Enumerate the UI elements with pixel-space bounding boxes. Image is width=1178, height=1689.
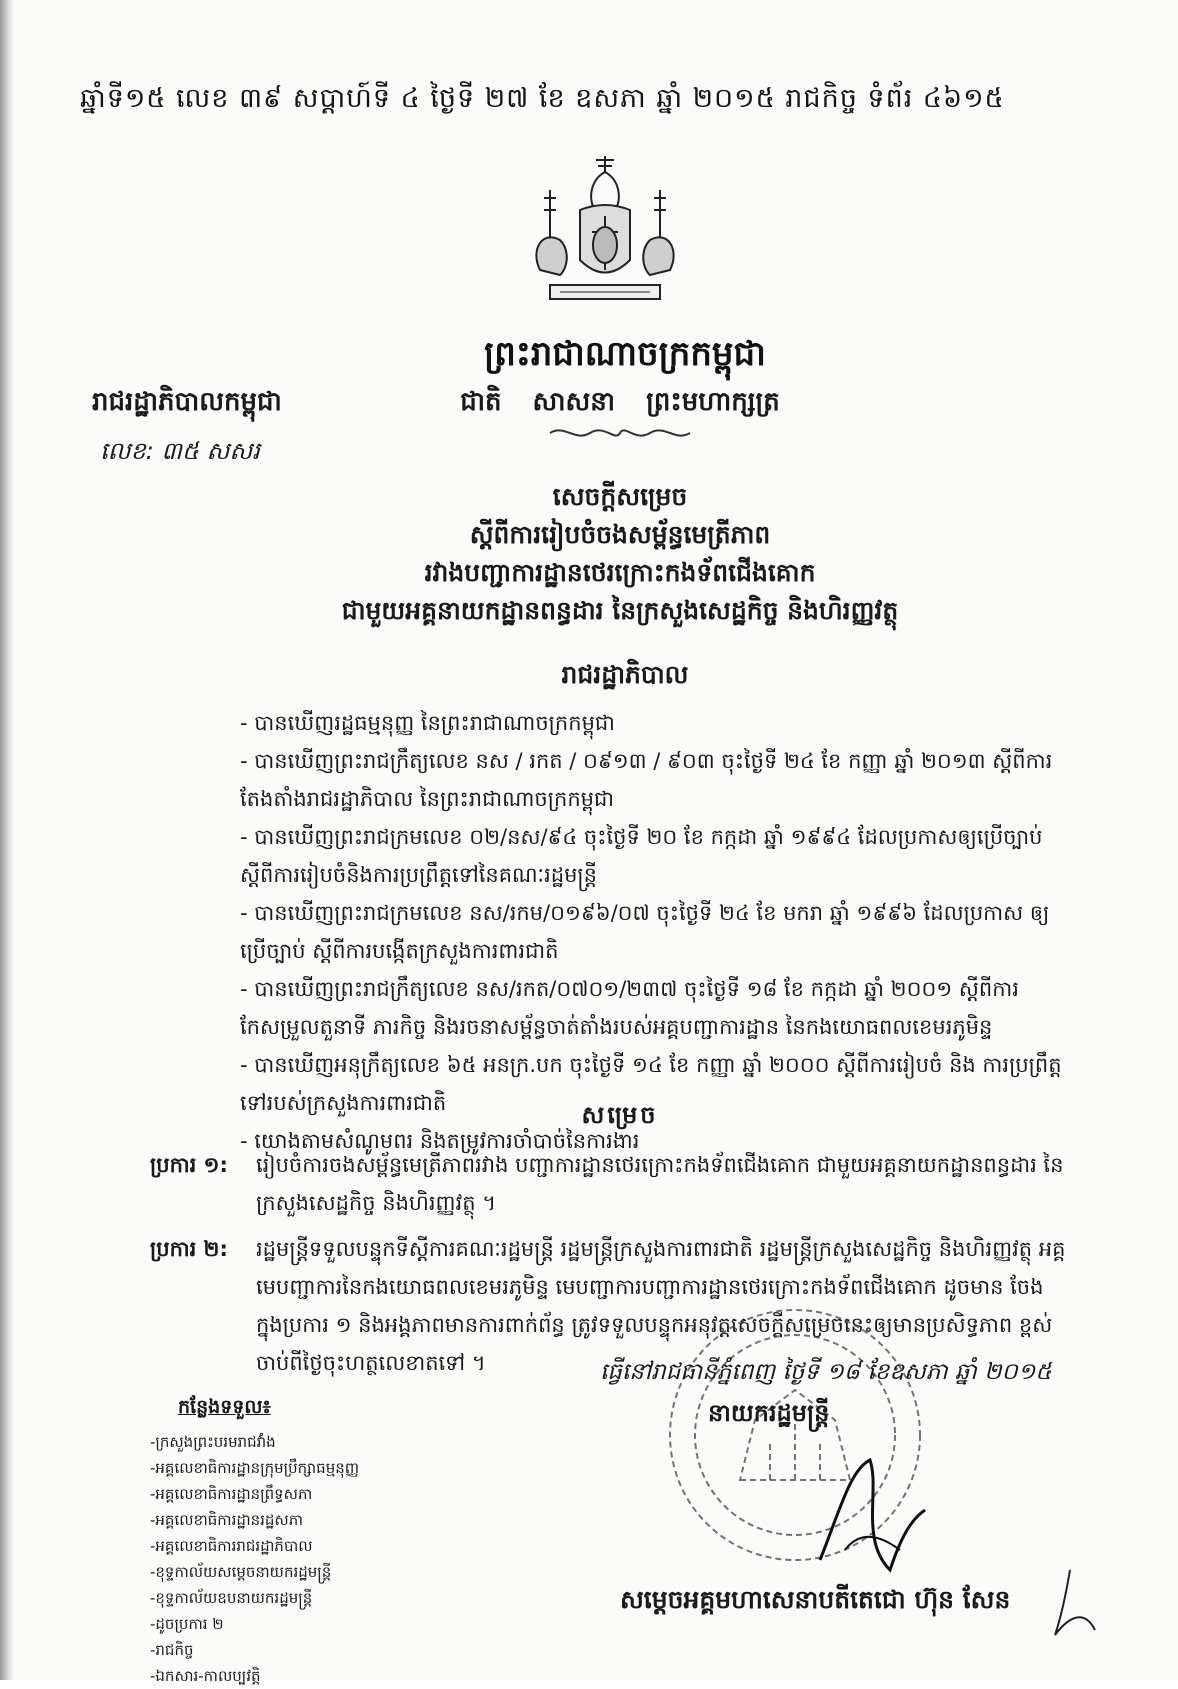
kingdom-title: ព្រះរាជាណាចក្រកម្ពុជា: [484, 334, 766, 374]
articles-list: [150, 1146, 1070, 1390]
consideration-item: - បានឃើញអនុក្រឹត្យលេខ ៦៥ អនក្រ.បក ចុះថ្ងៃទី ១៤ ខែ កញ្ញា ឆ្នាំ ២០០០ ស្តីពីការរៀបចំ និង ការប្រព្រឹត្តទៅរបស់ក្រសួងការពារជាតិ: [240, 1053, 1062, 1115]
recipient-item: -រាជកិច្ច: [150, 1641, 194, 1659]
decide-heading: សម្រេច: [581, 1101, 659, 1129]
initial-mark-icon: [1040, 1560, 1120, 1640]
recipient-item: -អគ្គលេខាធិការដ្ឋានព្រឹទ្ធសភា: [150, 1485, 313, 1503]
recipient-item: -ឯកសារ-កាលប្បវត្តិ: [150, 1667, 261, 1685]
recipient-item: -អគ្គលេខាធិការរាជរដ្ឋាភិបាល: [150, 1537, 313, 1555]
recipient-item: -អគ្គលេខាធិការដ្ឋានរដ្ឋសភា: [150, 1511, 303, 1529]
government-left-heading: រាជរដ្ឋាភិបាលកម្ពុជា: [92, 387, 282, 417]
document-number: លេខ: ៣៥ សសរ: [100, 437, 260, 465]
royal-coat-of-arms-icon: [520, 150, 690, 315]
signer-name: សម្តេចអគ្គមហាសេនាបតីតេជោ ហ៊ុន សែន: [620, 1585, 1011, 1614]
recipients-heading: កន្លែងទទួល៖: [178, 1396, 271, 1418]
article-label: ប្រការ ២:: [150, 1237, 228, 1261]
scan-edge-shadow: [0, 0, 14, 1680]
recipient-item: -ក្រសួងព្រះបរមរាជវាំង: [150, 1433, 276, 1451]
consideration-item: - បានឃើញព្រះរាជក្រមលេខ ០២/នស/៩៤ ចុះថ្ងៃទី ២០ ខែ កក្កដា ឆ្នាំ ១៩៩៤ ដែលប្រកាសឲ្យប្រើច្បាប់ ស្តីពីការរៀបចំនិងការប្រព្រឹត្តទៅនៃគណៈរដ្ឋមន្ត្រី: [240, 825, 1043, 887]
decision-subject-line: ជាមួយអគ្គនាយកដ្ឋានពន្ធដារ នៃក្រសួងសេដ្ឋកិច្ច និងហិរញ្ញវត្ថុ: [341, 596, 899, 625]
prime-minister-title: នាយករដ្ឋមន្ត្រី: [708, 1399, 830, 1427]
consideration-item: - បានឃើញព្រះរាជក្រមលេខ នស/រកម/០១៩៦/០៧ ចុះថ្ងៃទី ២៤ ខែ មករា ឆ្នាំ ១៩៩៦ ដែលប្រកាស ឲ្យប្រើច្បាប់ ស្តីពីការបង្កើតក្រសួងការពារជាតិ: [240, 901, 1050, 963]
decision-subject-line: ស្តីពីការរៀបចំចងសម្ព័ន្ធមេត្រីភាព: [469, 520, 771, 549]
place-and-date: ធ្វើនៅរាជធានីភ្នំពេញ ថ្ងៃទី ១៨ ខែឧសភា ឆ្នាំ ២០១៥: [600, 1359, 1052, 1385]
recipients-list: [150, 1429, 450, 1689]
national-motto: ជាតិ សាសនា ព្រះមហាក្សត្រ: [460, 387, 780, 417]
decision-title-block: [260, 478, 980, 630]
ornament-divider-icon: [545, 424, 695, 442]
government-heading: រាជរដ្ឋាភិបាល: [561, 660, 689, 689]
recipient-item: -ខុទ្ទកាល័យឧបនាយករដ្ឋមន្ត្រី: [150, 1589, 313, 1607]
consideration-item: - បានឃើញព្រះរាជក្រឹត្យលេខ នស / រកត / ០៩១៣ / ៩០៣ ចុះថ្ងៃទី ២៤ ខែ កញ្ញា ឆ្នាំ ២០១៣ ស្តីពីការតែងតាំងរាជរដ្ឋាភិបាល នៃព្រះរាជាណាចក្រកម្ពុជា: [240, 749, 1053, 811]
article-text: រដ្ឋមន្ត្រីទទួលបន្ទុកទីស្តីការគណៈរដ្ឋមន្ត្រី រដ្ឋមន្ត្រីក្រសួងការពារជាតិ រដ្ឋមន្ត្រីក្រសួងសេដ្ឋកិច្ច និងហិរញ្ញវត្ថុ អគ្គមេបញ្ជាការនៃកងយោធពលខេមរភូមិន្ទ មេបញ្ជាការបញ្ជាការដ្ឋានថេរក្រោះកងទ័ពជើងគោក ដូចមាន ចែងក្នុងប្រការ ១ និងអង្គភាពមានការពាក់ព័ន្ធ ត្រូវទទួលបន្ទុកអនុវត្តសេចក្តីសម្រេចនេះឲ្យមានប្រសិទ្ធភាព ខ្ពស់ ចាប់ពីថ្ងៃចុះហត្ថលេខាតទៅ ។: [256, 1237, 1066, 1375]
article-item: [150, 1146, 1070, 1222]
recipients-block: [150, 1395, 450, 1689]
handwritten-signature-icon: [800, 1450, 940, 1580]
decision-title: សេចក្តីសម្រេច: [552, 482, 688, 511]
recipient-item: -ខុទ្ទកាល័យសម្តេចនាយករដ្ឋមន្ត្រី: [150, 1563, 332, 1581]
article-label: ប្រការ ១:: [150, 1153, 228, 1177]
decision-subject-line: រវាងបញ្ជាការដ្ឋានថេរក្រោះកងទ័ពជើងគោក: [424, 558, 816, 587]
recipient-item: -ដូចប្រការ ២: [150, 1615, 224, 1633]
consideration-item: - បានឃើញព្រះរាជក្រឹត្យលេខ នស/រកត/០៧០១/២៣៧ ចុះថ្ងៃទី ១៨ ខែ កក្កដា ឆ្នាំ ២០០១ ស្តីពីការ កែសម្រួលតួនាទី ភារកិច្ច និងរចនាសម្ព័ន្ធចាត់តាំងរបស់អគ្គបញ្ជាការដ្ឋាន នៃកងយោធពលខេមរភូមិន្ទ: [240, 977, 1019, 1039]
considerations-list: [240, 704, 1070, 1160]
gazette-header: ឆ្នាំទី១៥ លេខ ៣៩ សប្តាហ៍ទី ៤ ថ្ងៃទី ២៧ ខែ ឧសភា ឆ្នាំ ២០១៥ រាជកិច្ច ទំព័រ ៤៦១៥: [80, 83, 1005, 114]
article-text: រៀបចំការចងសម្ព័ន្ធមេត្រីភាពរវាង បញ្ជាការដ្ឋានថេរក្រោះកងទ័ពជើងគោក ជាមួយអគ្គនាយកដ្ឋានពន្ធដារ នៃក្រសួងសេដ្ឋកិច្ច និងហិរញ្ញវត្ថុ ។: [256, 1153, 1064, 1215]
recipient-item: -អគ្គលេខាធិការដ្ឋានក្រុមប្រឹក្សាធម្មនុញ្ញ: [150, 1459, 360, 1477]
consideration-item: - បានឃើញរដ្ឋធម្មនុញ្ញ នៃព្រះរាជាណាចក្រកម្ពុជា: [240, 711, 615, 735]
consideration-item: - យោងតាមសំណូមពរ និងតម្រូវការចាំបាច់នៃការងារ: [240, 1129, 640, 1153]
